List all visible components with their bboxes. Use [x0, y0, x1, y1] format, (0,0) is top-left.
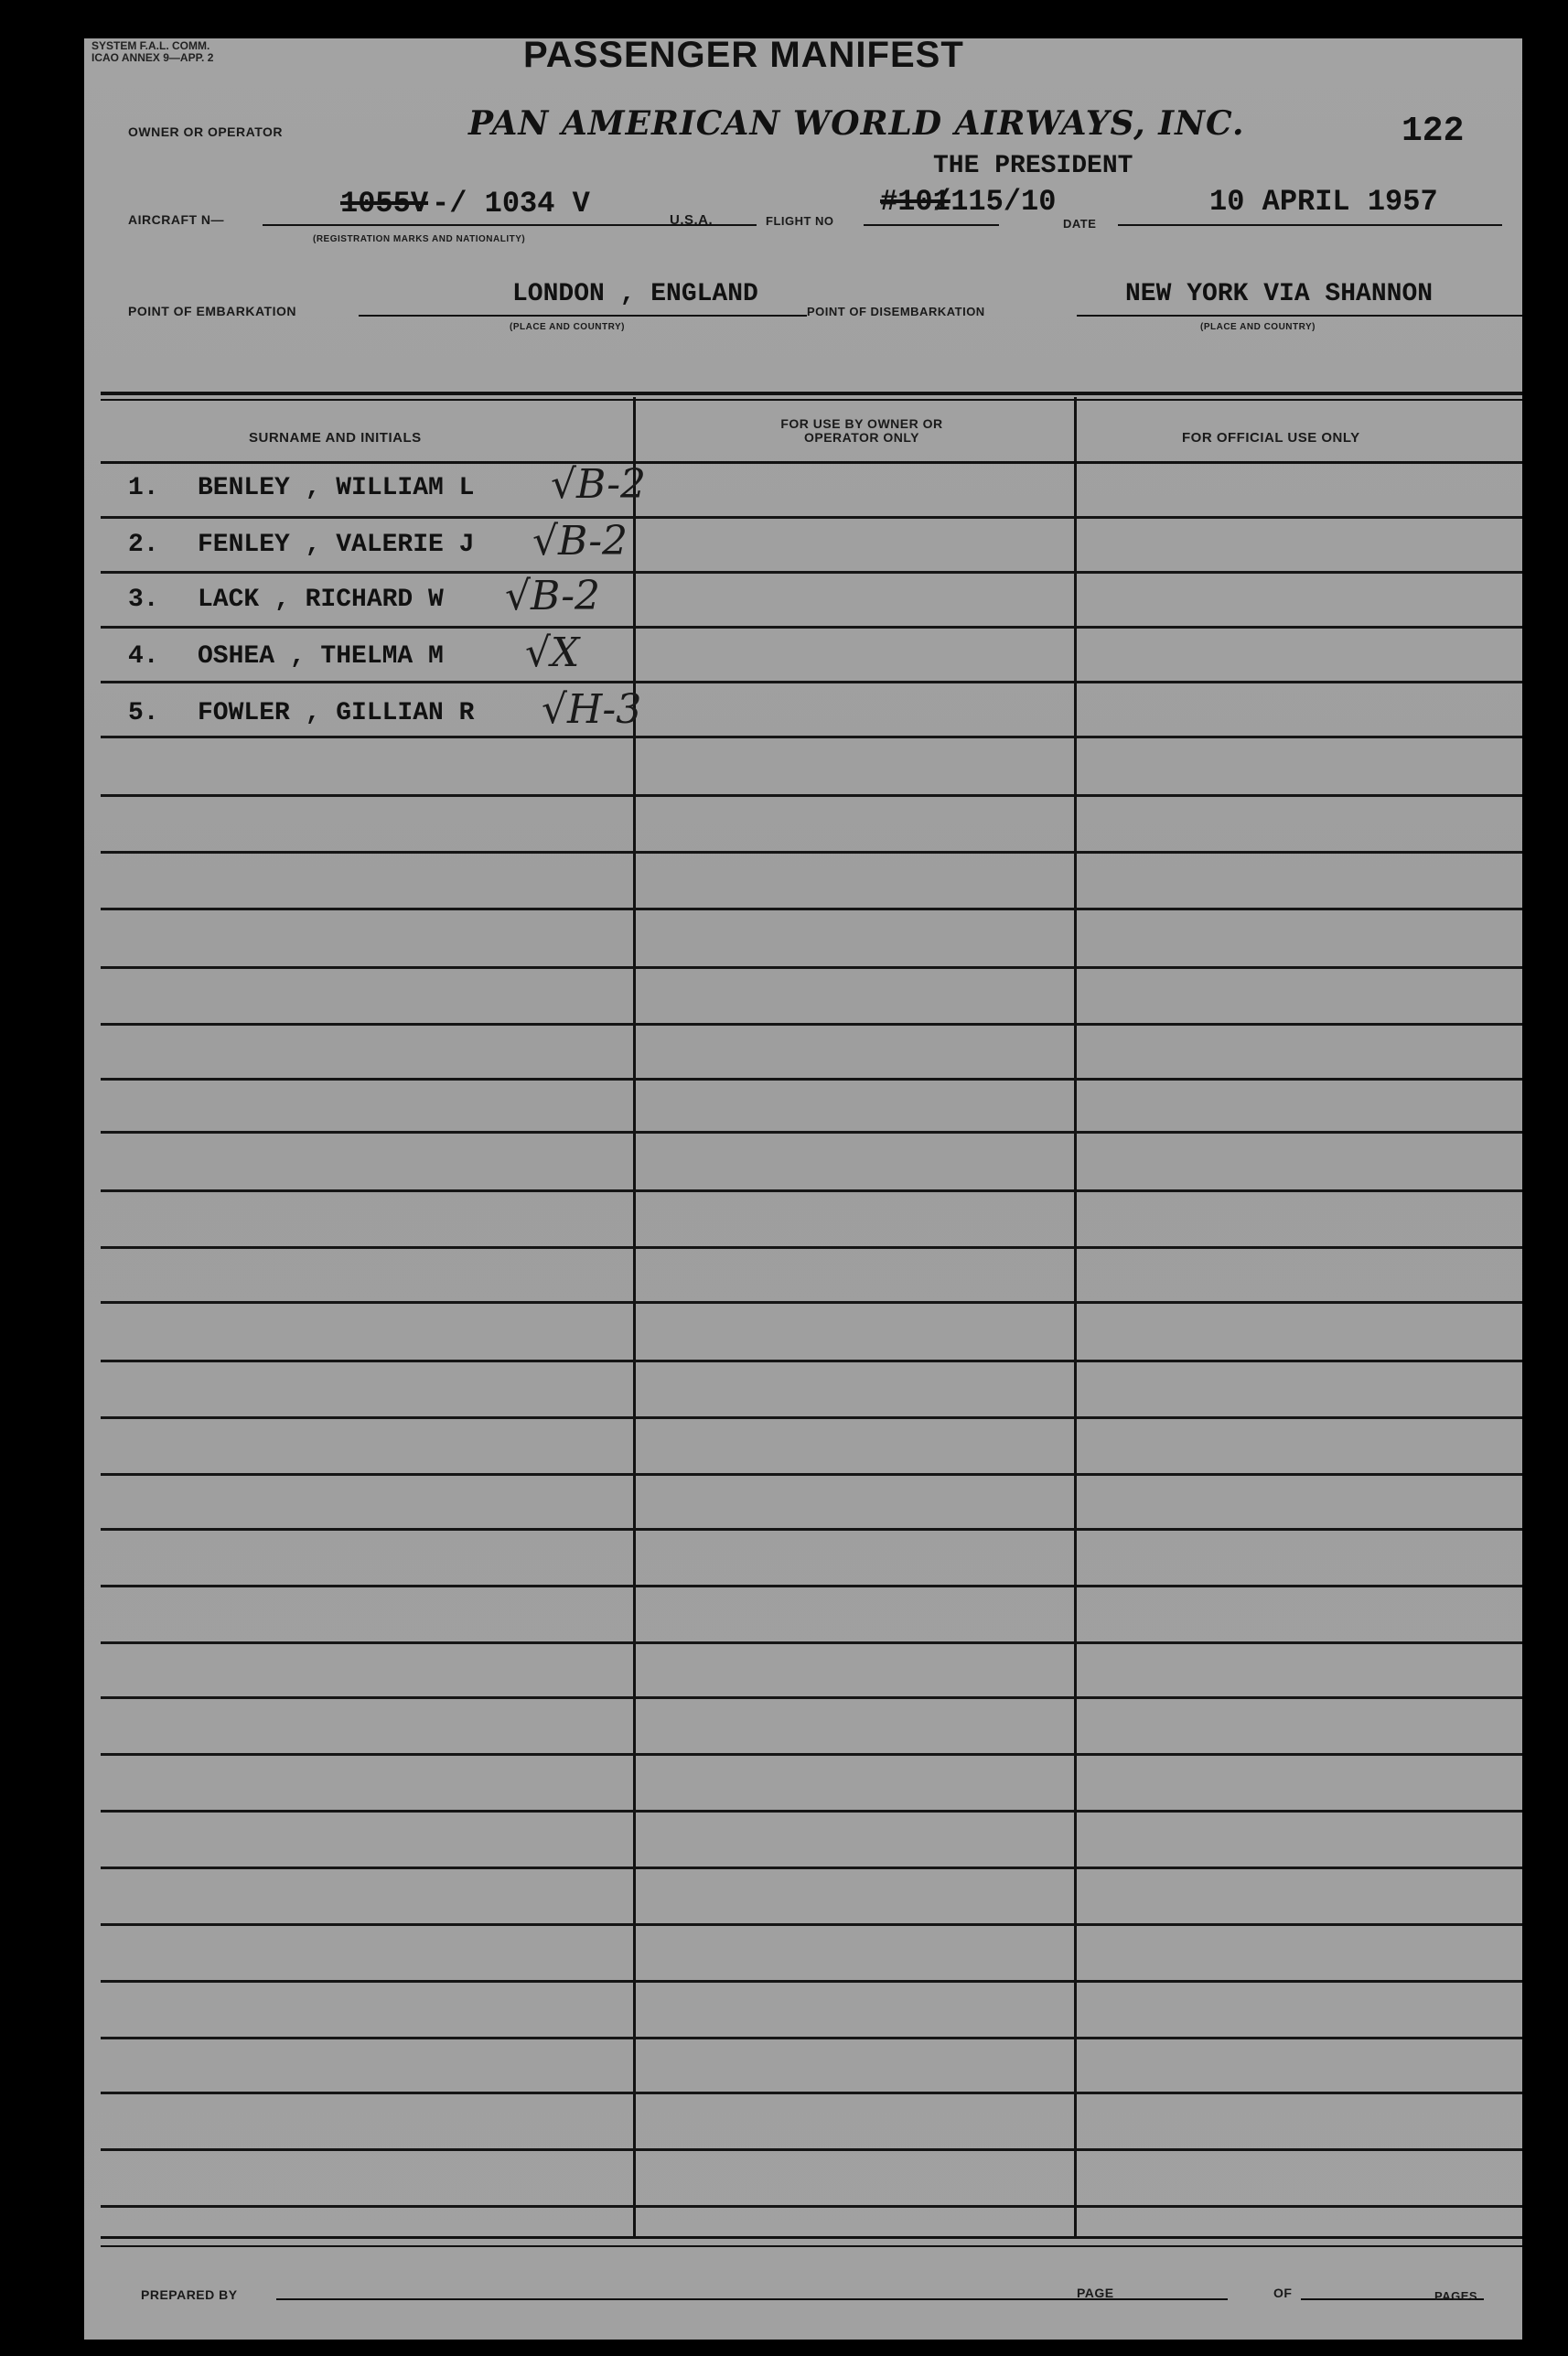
table-line	[101, 736, 1522, 738]
aircraft-number: -/ 1034 V	[432, 187, 590, 221]
table-line	[101, 966, 1522, 969]
table-top-rule-thin	[101, 399, 1522, 401]
table-line	[101, 908, 1522, 910]
table-line	[101, 2037, 1522, 2039]
page-rule	[1127, 2298, 1228, 2300]
form-code	[91, 40, 213, 64]
flight-number: /115/10	[933, 185, 1057, 219]
flight-label: FLIGHT NO	[766, 214, 834, 228]
disembarkation-label: POINT OF DISEMBARKATION	[807, 305, 985, 318]
manifest-sheet	[84, 38, 1522, 2340]
passenger-mark: √B-2	[505, 573, 601, 619]
passenger-mark: √B-2	[551, 461, 647, 508]
table-line	[101, 571, 1522, 574]
passenger-mark: √B-2	[532, 518, 628, 565]
column-divider-1	[633, 397, 636, 2238]
table-line	[101, 1528, 1522, 1531]
embarkation-rule	[359, 315, 807, 317]
date-rule	[1118, 224, 1502, 226]
table-header-rule	[101, 461, 1522, 464]
table-line	[101, 1585, 1522, 1587]
row-number: 3.	[128, 586, 159, 614]
disembarkation-rule	[1077, 315, 1522, 317]
pages-label: PAGES	[1434, 2289, 1478, 2303]
table-line	[101, 1980, 1522, 1983]
passenger-name: FENLEY , VALERIE J	[198, 531, 475, 559]
prepared-by-label: PREPARED BY	[141, 2287, 238, 2302]
table-line	[101, 1189, 1522, 1192]
registration-caption: (REGISTRATION MARKS AND NATIONALITY)	[313, 234, 526, 244]
embarkation-caption: (PLACE AND COUNTRY)	[510, 322, 625, 332]
table-line	[101, 794, 1522, 797]
embarkation-value: LONDON , ENGLAND	[512, 280, 758, 308]
passenger-name: BENLEY , WILLIAM L	[198, 474, 475, 502]
passenger-mark: √H-3	[542, 686, 642, 733]
page-label: PAGE	[1077, 2286, 1114, 2300]
of-label: OF	[1273, 2286, 1293, 2300]
table-line	[101, 2092, 1522, 2094]
table-line	[101, 626, 1522, 629]
column-divider-2	[1074, 397, 1077, 2238]
passenger-name: FOWLER , GILLIAN R	[198, 699, 475, 727]
table-line	[101, 516, 1522, 519]
table-line	[101, 1131, 1522, 1134]
form-code-line2: ICAO ANNEX 9—APP. 2	[91, 51, 214, 64]
passenger-name: LACK , RICHARD W	[198, 586, 444, 614]
table-line	[101, 681, 1522, 683]
table-bottom-rule	[101, 2236, 1522, 2239]
table-line	[101, 1753, 1522, 1756]
column-header-owner-use: FOR USE BY OWNER OR OPERATOR ONLY	[780, 416, 943, 445]
table-line	[101, 2205, 1522, 2208]
date-label: DATE	[1063, 217, 1097, 231]
date-value: 10 APRIL 1957	[1209, 185, 1438, 219]
table-line	[101, 2148, 1522, 2151]
column-header-official-use: FOR OFFICIAL USE ONLY	[1182, 430, 1360, 446]
table-line	[101, 1810, 1522, 1813]
row-number: 5.	[128, 699, 159, 727]
aircraft-struck-value: 1055V	[340, 187, 429, 221]
flight-name: THE PRESIDENT	[933, 152, 1133, 180]
table-bottom-rule-thin	[101, 2245, 1522, 2247]
embarkation-label: POINT OF EMBARKATION	[128, 304, 296, 318]
disembarkation-caption: (PLACE AND COUNTRY)	[1200, 322, 1316, 332]
table-line	[101, 1023, 1522, 1026]
form-code-line1: SYSTEM F.A.L. COMM.	[91, 39, 210, 52]
operator-name: PAN AMERICAN WORLD AIRWAYS, INC.	[468, 104, 1245, 143]
row-number: 2.	[128, 531, 159, 559]
table-line	[101, 1301, 1522, 1304]
table-line	[101, 1473, 1522, 1476]
row-number: 4.	[128, 642, 159, 671]
sheet-number: 122	[1402, 112, 1465, 151]
table-line	[101, 1416, 1522, 1419]
table-top-rule	[101, 392, 1522, 395]
flight-rule	[864, 224, 999, 226]
table-line	[101, 851, 1522, 854]
table-line	[101, 1246, 1522, 1249]
table-line	[101, 1078, 1522, 1081]
flight-struck-value: #101	[880, 185, 950, 219]
table-line	[101, 1923, 1522, 1926]
prepared-by-rule	[276, 2298, 1136, 2300]
table-line	[101, 1867, 1522, 1869]
passenger-mark: √X	[525, 629, 580, 676]
table-line	[101, 1696, 1522, 1699]
row-number: 1.	[128, 474, 159, 502]
page-title: PASSENGER MANIFEST	[523, 38, 964, 75]
column-header-surname: SURNAME AND INITIALS	[249, 430, 422, 446]
owner-label: OWNER OR OPERATOR	[128, 124, 283, 139]
table-line	[101, 1641, 1522, 1644]
passenger-name: OSHEA , THELMA M	[198, 642, 444, 671]
disembarkation-value: NEW YORK VIA SHANNON	[1125, 280, 1434, 308]
table-line	[101, 1360, 1522, 1362]
country-label: U.S.A.	[670, 212, 714, 228]
aircraft-label: AIRCRAFT N—	[128, 212, 225, 227]
